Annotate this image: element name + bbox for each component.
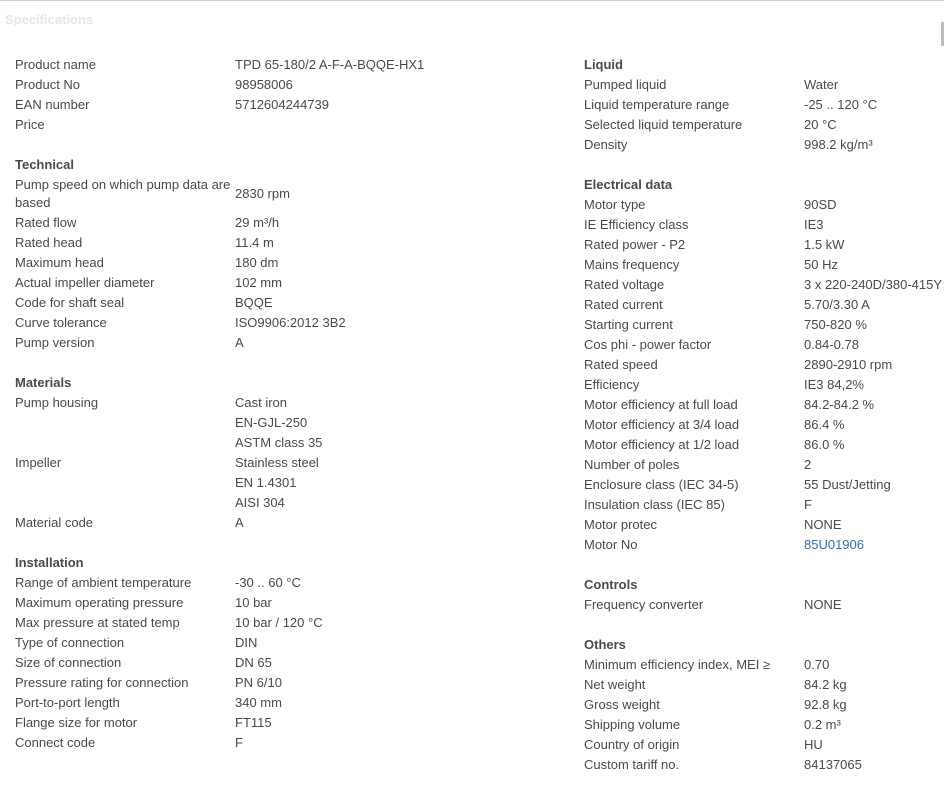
spec-row: [584, 95, 944, 115]
spec-label: Code for shaft seal: [15, 295, 125, 310]
page-title: Specifications: [5, 12, 94, 27]
spec-row: [584, 315, 944, 335]
spec-row: [15, 433, 575, 453]
spec-value: PN 6/10: [235, 675, 282, 690]
spec-value: IE3 84,2%: [804, 377, 864, 392]
spec-value: 10 bar / 120 °C: [235, 615, 323, 630]
spec-label: Pressure rating for connection: [15, 675, 189, 690]
spec-row: [584, 435, 944, 455]
spec-label: Product No: [15, 77, 81, 92]
spec-row: [15, 733, 575, 753]
spec-row: [15, 413, 575, 433]
spec-label: Cos phi - power factor: [584, 337, 712, 352]
spec-label: Type of connection: [15, 635, 125, 650]
spec-label: Pump speed on which pump data are based: [15, 177, 231, 210]
spec-value: 10 bar: [235, 595, 272, 610]
spec-section-technical: [15, 155, 575, 353]
spec-value: 84.2 kg: [804, 677, 847, 692]
spec-row: [15, 713, 575, 733]
spec-label: Liquid temperature range: [584, 97, 730, 112]
spec-row: [15, 175, 575, 213]
spec-row: [584, 675, 944, 695]
spec-value: ASTM class 35: [235, 435, 323, 450]
spec-row: [15, 75, 575, 95]
spec-row: [584, 335, 944, 355]
spec-value: HU: [804, 737, 823, 752]
spec-row: [15, 613, 575, 633]
spec-row: [584, 475, 944, 495]
spec-label: Pump housing: [15, 395, 99, 410]
spec-value: EN-GJL-250: [235, 415, 308, 430]
spec-section-controls: [584, 575, 944, 615]
spec-row: [15, 115, 575, 135]
spec-row: [15, 453, 575, 473]
spec-label: Maximum head: [15, 255, 104, 270]
spec-label: Selected liquid temperature: [584, 117, 743, 132]
spec-label: Frequency converter: [584, 597, 704, 612]
spec-value: F: [804, 497, 812, 512]
spec-label: Pump version: [15, 335, 95, 350]
spec-section-others: [584, 635, 944, 775]
spec-row: [15, 633, 575, 653]
spec-row: [584, 495, 944, 515]
spec-row: [584, 295, 944, 315]
spec-row: [584, 715, 944, 735]
spec-label: Rated flow: [15, 215, 77, 230]
spec-section-installation: [15, 553, 575, 753]
spec-value: A: [235, 335, 244, 350]
spec-row: [584, 755, 944, 775]
spec-value: 90SD: [804, 197, 837, 212]
spec-label: Actual impeller diameter: [15, 275, 155, 290]
spec-value: 86.0 %: [804, 437, 845, 452]
specs-left-column: [15, 55, 575, 773]
spec-row: [584, 695, 944, 715]
spec-value: 102 mm: [235, 275, 282, 290]
spec-value: 2: [804, 457, 812, 472]
spec-row: [584, 655, 944, 675]
spec-label: Motor protec: [584, 517, 657, 532]
spec-row: [584, 235, 944, 255]
spec-section-general: [15, 55, 575, 135]
section-heading: Others: [584, 637, 626, 652]
spec-row: [584, 115, 944, 135]
spec-label: Rated speed: [584, 357, 658, 372]
section-heading: Controls: [584, 577, 638, 592]
spec-row: [584, 395, 944, 415]
spec-label: Net weight: [584, 677, 646, 692]
spec-row: [584, 535, 944, 555]
spec-row: [15, 393, 575, 413]
spec-label: Product name: [15, 57, 96, 72]
spec-row: [15, 293, 575, 313]
spec-value: 11.4 m: [235, 235, 274, 250]
spec-value: 2890-2910 rpm: [804, 357, 893, 372]
motor-no-link[interactable]: 85U01906: [804, 537, 864, 552]
specs-right-column: [584, 55, 944, 795]
spec-value: 20 °C: [804, 117, 837, 132]
spec-label: Rated power - P2: [584, 237, 686, 252]
spec-label: Pumped liquid: [584, 77, 667, 92]
spec-value: IE3: [804, 217, 824, 232]
spec-value: DN 65: [235, 655, 272, 670]
spec-label: Maximum operating pressure: [15, 595, 184, 610]
spec-row: [584, 415, 944, 435]
spec-label: Minimum efficiency index, MEI ≥: [584, 657, 771, 672]
spec-row: [15, 95, 575, 115]
spec-row: [15, 333, 575, 353]
spec-value: 92.8 kg: [804, 697, 847, 712]
spec-value: 1.5 kW: [804, 237, 845, 252]
spec-label: Max pressure at stated temp: [15, 615, 180, 630]
spec-value: 340 mm: [235, 695, 282, 710]
spec-value: 2830 rpm: [235, 186, 290, 201]
spec-row: [15, 493, 575, 513]
spec-value: NONE: [804, 517, 842, 532]
spec-label: Motor type: [584, 197, 646, 212]
spec-value: EN 1.4301: [235, 475, 297, 490]
spec-row: [15, 593, 575, 613]
spec-label: Motor efficiency at 3/4 load: [584, 417, 740, 432]
spec-value: 29 m³/h: [235, 215, 280, 230]
spec-row: [15, 473, 575, 493]
spec-value: -25 .. 120 °C: [804, 97, 878, 112]
section-heading: Technical: [15, 157, 75, 172]
spec-row: [584, 135, 944, 155]
spec-label: Shipping volume: [584, 717, 681, 732]
spec-value: 750-820 %: [804, 317, 867, 332]
spec-label: Port-to-port length: [15, 695, 120, 710]
spec-label: Range of ambient temperature: [15, 575, 192, 590]
spec-label: Starting current: [584, 317, 673, 332]
spec-label: Gross weight: [584, 697, 660, 712]
spec-row: [15, 653, 575, 673]
spec-row: [15, 213, 575, 233]
spec-label: Efficiency: [584, 377, 640, 392]
spec-value: A: [235, 515, 244, 530]
spec-value: DIN: [235, 635, 258, 650]
spec-label: Density: [584, 137, 628, 152]
spec-label: Curve tolerance: [15, 315, 107, 330]
spec-value: 86.4 %: [804, 417, 845, 432]
spec-value: 3 x 220-240D/380-415Y: [804, 277, 943, 292]
spec-label: Price: [15, 117, 45, 132]
spec-row: [15, 253, 575, 273]
section-heading: Electrical data: [584, 177, 673, 192]
spec-row: [15, 573, 575, 593]
spec-value: ISO9906:2012 3B2: [235, 315, 346, 330]
spec-label: Material code: [15, 515, 94, 530]
spec-label: Rated current: [584, 297, 663, 312]
spec-row: [15, 673, 575, 693]
spec-value: 998.2 kg/m³: [804, 137, 873, 152]
spec-value: 50 Hz: [804, 257, 838, 272]
spec-row: [15, 693, 575, 713]
spec-value: Cast iron: [235, 395, 288, 410]
spec-value: 98958006: [235, 77, 293, 92]
spec-row: [584, 275, 944, 295]
spec-row: [15, 233, 575, 253]
section-heading: Materials: [15, 375, 72, 390]
spec-label: EAN number: [15, 97, 90, 112]
spec-value: FT115: [235, 715, 272, 730]
spec-value: NONE: [804, 597, 842, 612]
spec-row: [584, 255, 944, 275]
spec-value: F: [235, 735, 243, 750]
spec-value: BQQE: [235, 295, 273, 310]
spec-label: Mains frequency: [584, 257, 680, 272]
section-heading: Liquid: [584, 57, 623, 72]
spec-label: Flange size for motor: [15, 715, 138, 730]
spec-section-electrical-data: [584, 175, 944, 555]
spec-value: 5712604244739: [235, 97, 329, 112]
spec-label: Insulation class (IEC 85): [584, 497, 725, 512]
spec-label: Size of connection: [15, 655, 122, 670]
spec-row: [584, 195, 944, 215]
spec-label: IE Efficiency class: [584, 217, 689, 232]
spec-row: [584, 735, 944, 755]
spec-row: [584, 215, 944, 235]
spec-value: AISI 304: [235, 495, 285, 510]
spec-label: Enclosure class (IEC 34-5): [584, 477, 739, 492]
spec-row: [584, 595, 944, 615]
spec-section-liquid: [584, 55, 944, 155]
spec-label: Connect code: [15, 735, 96, 750]
spec-value: 0.84-0.78: [804, 337, 859, 352]
spec-value: 84.2-84.2 %: [804, 397, 875, 412]
spec-row: [584, 455, 944, 475]
spec-label: Motor efficiency at full load: [584, 397, 738, 412]
spec-value: 55 Dust/Jetting: [804, 477, 891, 492]
spec-label: Motor No: [584, 537, 638, 552]
spec-value: TPD 65-180/2 A-F-A-BQQE-HX1: [235, 57, 425, 72]
spec-label: Custom tariff no.: [584, 757, 680, 772]
spec-value: Water: [804, 77, 839, 92]
spec-value: 84137065: [804, 757, 862, 772]
spec-section-materials: [15, 373, 575, 533]
spec-row: [584, 355, 944, 375]
spec-row: [15, 313, 575, 333]
spec-value: 0.70: [804, 657, 830, 672]
spec-label: Motor efficiency at 1/2 load: [584, 437, 740, 452]
spec-label: Impeller: [15, 455, 62, 470]
spec-value: 180 dm: [235, 255, 279, 270]
top-divider: [0, 0, 944, 1]
spec-label: Rated head: [15, 235, 83, 250]
spec-row: [15, 55, 575, 75]
spec-label: Number of poles: [584, 457, 680, 472]
spec-row: [15, 513, 575, 533]
section-heading: Installation: [15, 555, 84, 570]
spec-label: Rated voltage: [584, 277, 665, 292]
spec-row: [584, 515, 944, 535]
spec-row: [15, 273, 575, 293]
spec-row: [584, 375, 944, 395]
spec-label: Country of origin: [584, 737, 680, 752]
spec-value: Stainless steel: [235, 455, 319, 470]
spec-value: 5.70/3.30 A: [804, 297, 870, 312]
spec-value: -30 .. 60 °C: [235, 575, 301, 590]
spec-row: [584, 75, 944, 95]
spec-value: 0.2 m³: [804, 717, 841, 732]
